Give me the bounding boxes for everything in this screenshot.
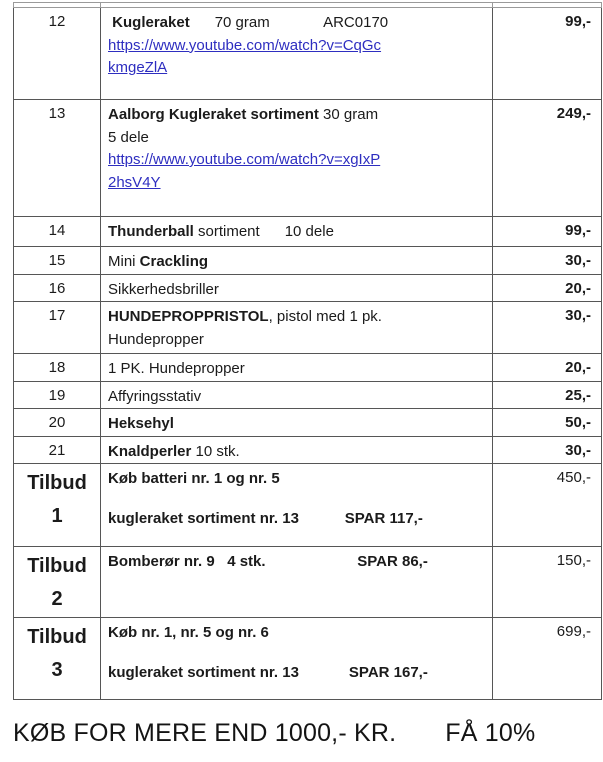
price-table [13, 2, 602, 700]
row-number-text: Tilbud [27, 472, 87, 494]
table-row [14, 354, 602, 382]
description-text: Knaldperler [108, 442, 192, 460]
description-text: Bomberør nr. 9 4 stk. [108, 553, 358, 570]
description-line [108, 662, 486, 685]
youtube-link[interactable]: https://www.youtube.com/watch?v=CqGc [108, 36, 382, 54]
row-number-text: 21 [48, 441, 66, 459]
description-text: 10 stk. [191, 442, 240, 460]
description-text: SPAR 167,- [348, 663, 428, 681]
row-number-text: 1 [51, 505, 63, 527]
row-description-cell [101, 354, 493, 382]
description-text: , pistol med 1 pk. [268, 308, 382, 325]
row-price-cell: 99,- [493, 8, 602, 100]
description-text: Affyringsstativ [108, 387, 202, 405]
row-number-cell [14, 247, 101, 275]
row-description-cell [101, 409, 493, 437]
row-number-text: 17 [48, 307, 66, 324]
row-number-cell [14, 217, 101, 247]
description-text: 30 gram [318, 106, 379, 123]
discount-percent: FÅ 10% [445, 719, 536, 747]
youtube-link[interactable]: https://www.youtube.com/watch?v=xgIxP [108, 151, 381, 168]
row-description-cell [101, 618, 493, 700]
table-row [14, 618, 602, 700]
description-line [108, 306, 486, 329]
row-price-cell: 25,- [493, 381, 602, 409]
row-description-cell [101, 274, 493, 302]
description-line [108, 622, 486, 645]
description-line [108, 551, 486, 574]
description-line [108, 149, 486, 172]
description-text: 1 PK. Hundepropper [108, 360, 245, 377]
description-text: Køb nr. 1, nr. 5 og nr. 6 [108, 624, 269, 641]
description-text: Heksehyl [108, 415, 174, 432]
description-text: Sikkerhedsbriller [108, 280, 219, 298]
table-row [14, 302, 602, 354]
description-line [108, 127, 486, 150]
row-number-text: Tilbud [27, 626, 87, 648]
description-line [108, 468, 486, 491]
row-number-text: 13 [48, 105, 66, 122]
table-row [14, 274, 602, 302]
row-number-text: 15 [48, 252, 66, 269]
row-price-cell: 30,- [493, 247, 602, 275]
description-text: Thunderball [108, 223, 194, 240]
price-table-body [14, 3, 602, 700]
description-text: SPAR 86,- [357, 553, 428, 570]
description-text: Crackling [139, 253, 209, 270]
description-line [108, 358, 486, 381]
row-description-cell [101, 381, 493, 409]
description-line [108, 104, 486, 127]
description-text: Mini [108, 253, 140, 270]
table-row [14, 217, 602, 247]
table-row [14, 247, 602, 275]
table-row [14, 547, 602, 618]
row-price-cell: 150,- [493, 547, 602, 618]
description-line [108, 221, 486, 244]
row-number-text: 12 [48, 13, 66, 30]
table-row [14, 436, 602, 464]
row-number-text: 18 [48, 359, 66, 376]
description-line [108, 508, 486, 531]
row-number-text: 20 [48, 414, 66, 431]
row-price-cell: 30,- [493, 302, 602, 354]
table-row [14, 100, 602, 217]
description-line [108, 413, 486, 436]
row-number-text: 2 [51, 588, 63, 610]
row-price-cell: 99,- [493, 217, 602, 247]
row-price-cell: 20,- [493, 274, 602, 302]
row-price-cell: 50,- [493, 409, 602, 437]
row-description-cell [101, 436, 493, 464]
description-line [108, 172, 486, 195]
row-price-cell: 30,- [493, 436, 602, 464]
discount-text: KØB FOR MERE END 1000,- KR. [13, 719, 397, 747]
row-number-cell [14, 8, 101, 100]
description-line [108, 441, 486, 464]
row-number-cell [14, 547, 101, 618]
table-row [14, 464, 602, 547]
description-text: 70 gram ARC0170 [189, 14, 389, 31]
description-text: kugleraket sortiment nr. 13 [108, 663, 349, 681]
row-description-cell [101, 8, 493, 100]
description-line [108, 279, 486, 302]
description-line [108, 329, 486, 352]
description-text: 5 dele [108, 128, 149, 146]
description-text: sortiment 10 dele [193, 223, 334, 240]
row-number-cell [14, 436, 101, 464]
row-description-cell [101, 217, 493, 247]
youtube-link[interactable]: kmgeZlA [108, 59, 168, 76]
row-number-cell [14, 302, 101, 354]
row-description-cell [101, 464, 493, 547]
row-number-cell [14, 381, 101, 409]
table-row [14, 8, 602, 100]
description-line [108, 57, 486, 80]
row-number-text: Tilbud [27, 555, 87, 577]
row-number-text: 3 [51, 659, 63, 681]
youtube-link[interactable]: 2hsV4Y [108, 173, 161, 191]
description-line [108, 35, 486, 58]
description-text: SPAR 117,- [344, 509, 423, 527]
row-number-cell [14, 618, 101, 700]
table-row [14, 381, 602, 409]
row-number-cell [14, 354, 101, 382]
row-description-cell [101, 547, 493, 618]
row-number-text: 19 [48, 386, 66, 404]
row-price-cell: 699,- [493, 618, 602, 700]
row-number-cell [14, 409, 101, 437]
row-price-cell: 249,- [493, 100, 602, 217]
table-row [14, 409, 602, 437]
description-line [108, 251, 486, 274]
discount-banner [13, 719, 535, 748]
description-text: Kugleraket [108, 14, 190, 31]
description-text: Aalborg Kugleraket sortiment [108, 106, 319, 123]
row-price-cell: 450,- [493, 464, 602, 547]
description-text: Hundepropper [108, 330, 204, 348]
description-text: kugleraket sortiment nr. 13 [108, 509, 345, 527]
row-description-cell [101, 302, 493, 354]
row-number-cell [14, 274, 101, 302]
row-description-cell [101, 247, 493, 275]
row-price-cell: 20,- [493, 354, 602, 382]
description-line [108, 386, 486, 409]
row-description-cell [101, 100, 493, 217]
row-number-cell [14, 464, 101, 547]
row-number-text: 16 [48, 279, 66, 297]
description-line [108, 12, 486, 35]
description-text: HUNDEPROPPRISTOL [108, 308, 269, 325]
row-number-cell [14, 100, 101, 217]
description-text: Køb batteri nr. 1 og nr. 5 [108, 470, 280, 487]
row-number-text: 14 [48, 222, 66, 239]
